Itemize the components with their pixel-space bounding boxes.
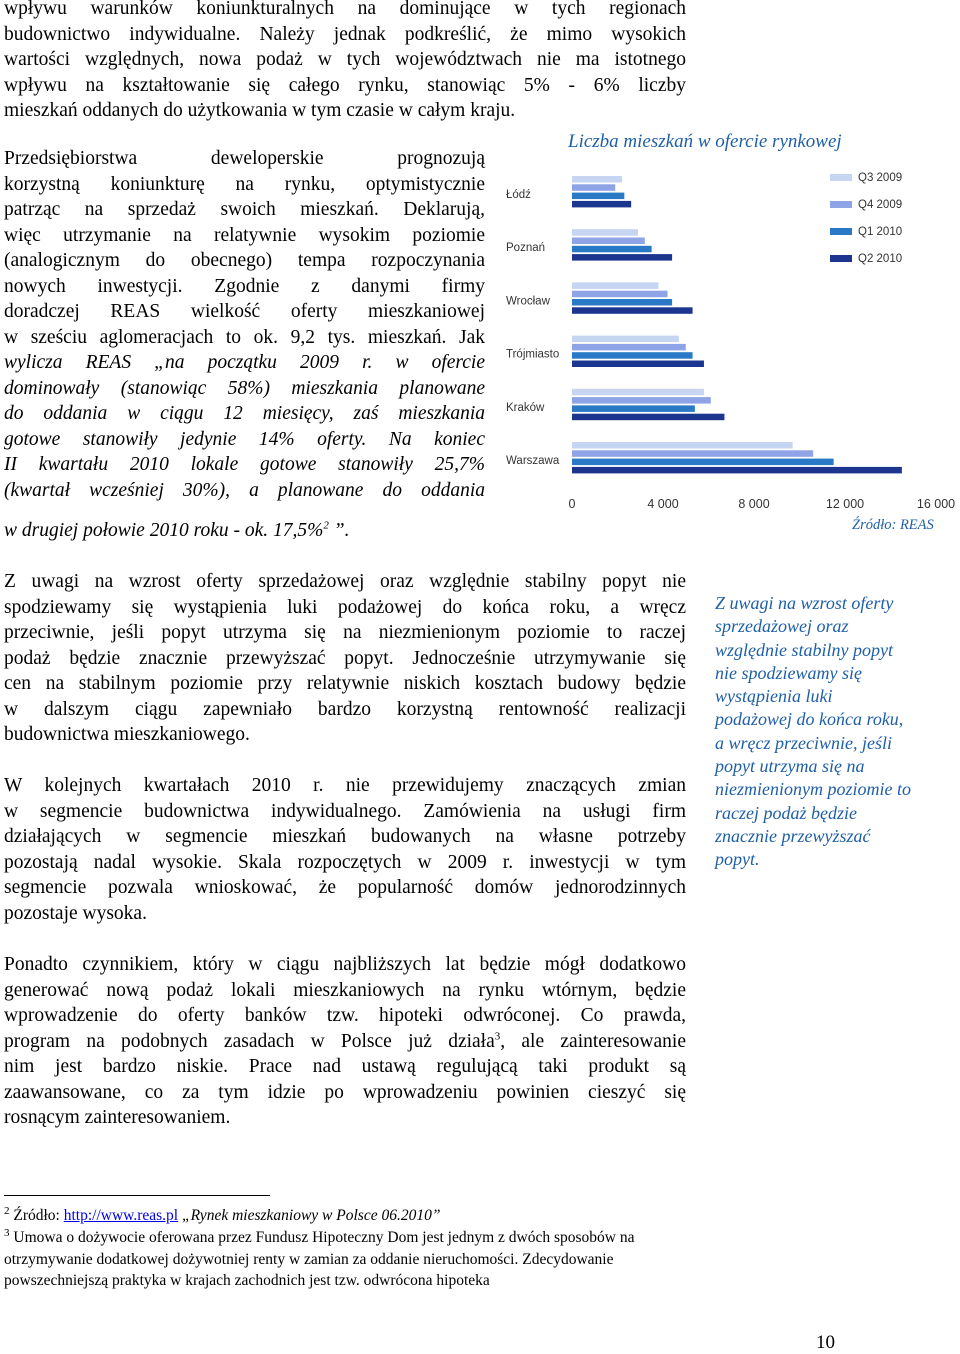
developers-quote-line: gotowe stanowiły jedynie 14% oferty. Na koniec [4, 428, 485, 450]
paragraph-line: pozostają nadal wysokie. Skala rozpoczętych w 2009 r. inwestycji w tym [4, 851, 686, 873]
footnote-line [4, 1227, 774, 1249]
developers-paragraph [4, 146, 485, 503]
intro-line: mieszkań oddanych do użytkowania w tym czasie w całym kraju. [4, 100, 516, 121]
developers-quote-line: II kwartału 2010 lokale gotowe stanowiły 25,7% [4, 454, 485, 475]
paragraph-line: zaawansowane, co za tym idzie po wprowadzeniu powinien cieszyć się [4, 1081, 686, 1103]
bar-Kraków-Q2-2010 [572, 414, 724, 421]
footnote-3 [4, 1227, 774, 1292]
bar-Łódź-Q1-2010 [572, 193, 624, 200]
developers-last-text: w drugiej połowie 2010 roku - ok. 17,5% [4, 520, 324, 541]
paragraph-line: podaż będzie znacznie przewyższać popyt. Jednocześnie utrzymywanie się [4, 647, 686, 669]
footnote-divider [4, 1195, 270, 1196]
paragraph-line: cen na stabilnym poziomie przy relatywnie niskich kosztach budowy będzie [4, 673, 686, 694]
legend-swatch [830, 228, 852, 235]
footnote-number: 3 [4, 1226, 10, 1239]
sidebar-line: sprzedażowej oraz [715, 616, 849, 637]
bar-Trójmiasto-Q3-2009 [572, 336, 679, 343]
bar-Kraków-Q4-2009 [572, 397, 711, 404]
bar-Warszawa-Q4-2009 [572, 450, 813, 457]
developers-line: (analogicznym do obecnego) tempa rozpoczynania [4, 250, 485, 271]
developers-last-tail: ”. [328, 520, 350, 541]
bar-Poznań-Q4-2009 [572, 238, 645, 245]
bar-Warszawa-Q3-2009 [572, 442, 793, 449]
x-tick-label: 12 000 [825, 497, 865, 511]
legend-swatch [830, 174, 852, 181]
legend-swatch [830, 201, 852, 208]
bar-Łódź-Q3-2009 [572, 176, 622, 183]
bar-Warszawa-Q1-2010 [572, 459, 834, 466]
bar-Wrocław-Q3-2009 [572, 282, 658, 289]
category-label: Trójmiasto [506, 348, 560, 361]
reas-link[interactable]: http://www.reas.pl [63, 1207, 179, 1224]
paragraph-text: program na podobnych zasadach w Polsce już działa [4, 1030, 495, 1052]
category-label: Poznań [506, 242, 546, 255]
sidebar-line: a wręcz przeciwnie, jeśli [715, 732, 892, 753]
paragraph-text: , ale zainteresowanie [500, 1030, 686, 1052]
footnote-line: otrzymywanie dodatkowej dożywotniej renty w zamian za oddanie nieruchomości. Zdecydowanie [4, 1250, 614, 1268]
chart-title: Liczba mieszkań w ofercie rynkowej [568, 131, 842, 152]
sidebar-line: wystąpienia luki [715, 686, 833, 707]
footnote-text: Źródło: [9, 1207, 64, 1224]
paragraph-line: budownictwa mieszkaniowego. [4, 724, 250, 745]
paragraph-reverse-mortgage [4, 952, 686, 1131]
developers-quote-line: do oddania w ciągu 12 miesięcy, zaś mieszkania [4, 403, 485, 424]
bar-Warszawa-Q2-2010 [572, 467, 902, 474]
sidebar-line: względnie stabilny popyt [715, 639, 893, 660]
intro-line: wpływu warunków koniunkturalnych na dominujące w tych regionach [4, 0, 686, 19]
developers-line: w sześciu aglomeracjach to ok. 9,2 tys. mieszkań. Jak [4, 326, 485, 348]
x-tick-label: 8 000 [738, 497, 770, 511]
sidebar-line: podażowej do końca roku, [715, 709, 904, 730]
bar-Kraków-Q3-2009 [572, 389, 704, 396]
paragraph-line: wprowadzenie do oferty banków tzw. hipoteki odwróconej. Co prawda, [4, 1005, 686, 1026]
paragraph-supply-gap [4, 569, 686, 748]
paragraph-line: segmencie pozwala wnioskować, że popularność domów jednorodzinnych [4, 877, 686, 898]
bar-Łódź-Q4-2009 [572, 184, 615, 191]
bar-Kraków-Q1-2010 [572, 405, 695, 412]
developers-quote-start: wylicza REAS „na początku 2009 r. w ofercie [4, 352, 485, 373]
bar-Łódź-Q2-2010 [572, 201, 631, 208]
developers-quote-line: dominowały (stanowiąc 58%) mieszkania planowane [4, 377, 485, 399]
category-label: Łódź [506, 189, 531, 201]
bar-Wrocław-Q4-2009 [572, 291, 668, 298]
sidebar-line: popyt. [715, 849, 760, 870]
bar-Wrocław-Q2-2010 [572, 307, 693, 314]
paragraph-line: rosnącym zainteresowaniem. [4, 1107, 231, 1128]
footnote-title: „Rynek mieszkaniowy w Polsce 06.2010” [178, 1207, 441, 1224]
developers-line: nowych inwestycji. Zgodnie z danymi firmy [4, 275, 485, 297]
legend-label: Q2 2010 [858, 253, 903, 265]
footnote-ref-2[interactable]: 2 [323, 519, 329, 532]
bar-Wrocław-Q1-2010 [572, 299, 672, 306]
intro-line: wartości względnych, nowa podaż w tych województwach nie ma istotnego [4, 49, 686, 70]
sidebar-pull-quote [715, 592, 951, 872]
paragraph-line: w segmencie budownictwa indywidualnego. Zamówienia na usługi firm [4, 800, 686, 822]
paragraph-line: przeciwnie, jeśli popyt utrzyma się na niezmienionym poziomie to raczej [4, 622, 686, 643]
developers-line: Przedsiębiorstwa deweloperskie prognozują [4, 148, 485, 169]
intro-paragraph [4, 0, 686, 124]
sidebar-line: nie spodziewamy się [715, 662, 862, 683]
bar-Poznań-Q2-2010 [572, 254, 672, 261]
paragraph-line: działających w segmencie mieszkań budowanych na własne potrzeby [4, 826, 686, 847]
sidebar-line: Z uwagi na wzrost oferty [715, 593, 894, 613]
intro-line: wpływu na kształtowanie się całego rynku, stanowiąc 5% - 6% liczby [4, 74, 686, 96]
x-tick-label: 0 [568, 497, 576, 511]
paragraph-line: w dalszym ciągu zapewniało bardzo korzystną rentowność realizacji [4, 698, 686, 720]
footnote-ref-3[interactable]: 3 [494, 1030, 501, 1042]
developers-line: patrząc na sprzedaż swoich mieszkań. Deklarują, [4, 199, 485, 220]
bar-Poznań-Q1-2010 [572, 246, 652, 253]
intro-line: budownictwo indywidualne. Należy jednak podkreślić, że mimo wysokich [4, 23, 686, 45]
x-tick-label: 4 000 [647, 497, 679, 511]
developers-line: więc utrzymanie na relatywnie wysokim poziomie [4, 224, 485, 246]
paragraph-individual-housing [4, 773, 686, 926]
legend-label: Q3 2009 [858, 172, 903, 184]
bar-Trójmiasto-Q4-2009 [572, 344, 686, 351]
x-tick-label: 16 000 [916, 497, 956, 511]
legend-swatch [830, 255, 852, 262]
sidebar-line: raczej podaż będzie [715, 802, 857, 823]
developers-line: korzystną koniunkturę na rynku, optymistycznie [4, 173, 485, 195]
sidebar-line: znacznie przewyższać [715, 825, 871, 846]
developers-quote-line: (kwartał wcześniej 30%), a planowane do oddania [4, 479, 485, 501]
chart-source: Źródło: REAS [852, 517, 934, 533]
footnote-line: powszechniejszą praktyka w krajach zachodnich jest tzw. odwrócona hipoteka [4, 1272, 490, 1289]
paragraph-line: pozostaje wysoka. [4, 902, 147, 924]
category-label: Wrocław [506, 295, 550, 308]
page-number: 10 [816, 1332, 835, 1353]
paragraph-line: Ponadto czynnikiem, który w ciągu najbliższych lat będzie mógł dodatkowo [4, 954, 686, 975]
sidebar-line: niezmienionym poziomie to [715, 779, 911, 800]
paragraph-line: Z uwagi na wzrost oferty sprzedażowej oraz względnie stabilny popyt nie [4, 571, 686, 592]
offer-bar-chart [500, 160, 956, 512]
paragraph-line: W kolejnych kwartałach 2010 r. nie przewidujemy znaczących zmian [4, 775, 686, 796]
category-label: Warszawa [506, 455, 560, 467]
paragraph-line: nim jest bardzo niskie. Prace nad ustawą regulującą taki produkt są [4, 1056, 686, 1077]
paragraph-line: spodziewamy się wystąpienia luki podażowej do końca roku, a wręcz [4, 596, 686, 618]
footnote-text: Umowa o dożywocie oferowana przez Fundusz Hipoteczny Dom jest jednym z dwóch sposobów na [9, 1229, 635, 1246]
bar-Trójmiasto-Q1-2010 [572, 352, 693, 359]
legend-label: Q1 2010 [858, 226, 903, 238]
category-label: Kraków [506, 401, 545, 414]
bar-Poznań-Q3-2009 [572, 229, 638, 236]
bar-Trójmiasto-Q2-2010 [572, 361, 704, 368]
developers-last-line [4, 518, 485, 544]
developers-line: doradczej REAS wielkość oferty mieszkaniowej [4, 301, 485, 322]
footnote-2 [4, 1205, 774, 1227]
paragraph-line-with-ref [4, 1029, 686, 1055]
legend-label: Q4 2009 [858, 199, 903, 211]
footnote-number: 2 [4, 1204, 10, 1217]
paragraph-line: generować nową podaż lokali mieszkaniowych na rynku wtórnym, będzie [4, 979, 686, 1001]
sidebar-line: popyt utrzyma się na [715, 756, 865, 777]
